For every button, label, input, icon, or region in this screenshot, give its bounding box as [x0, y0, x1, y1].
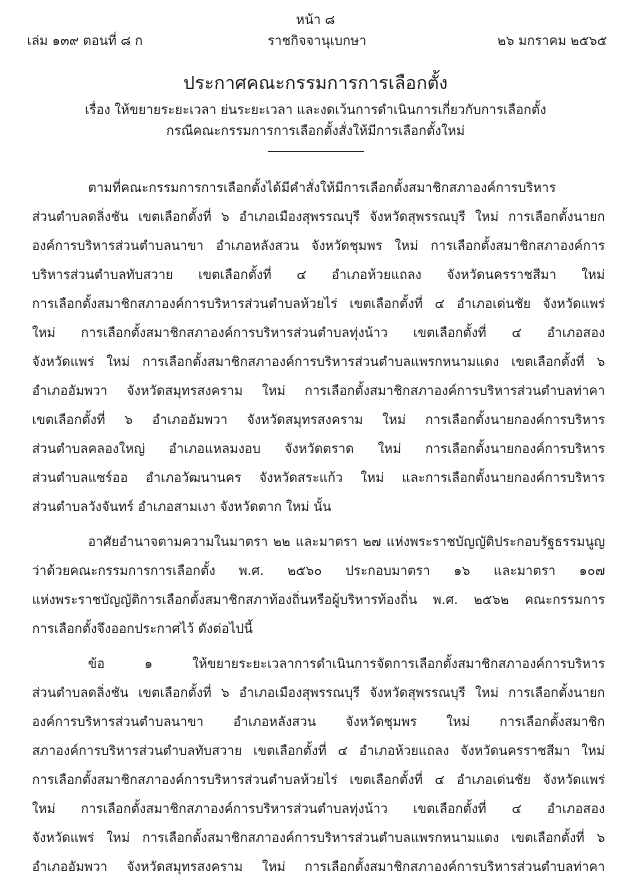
text-line: จังหวัดแพร่ ใหม่ การเลือกตั้งสมาชิกสภาองค์การบริหารส่วนตำบลแพรกหนามแดง เขตเลือกตั้งที่ ๖	[32, 355, 605, 370]
paragraph	[32, 174, 605, 522]
text-line: ข้อ ๑ ให้ขยายระยะเวลาการดำเนินการจัดการเลือกตั้งสมาชิกสภาองค์การบริหาร	[88, 657, 605, 672]
publication-name: ราชกิจจานุเบกษา	[267, 34, 367, 49]
text-line: ใหม่ การเลือกตั้งสมาชิกสภาองค์การบริหารส่วนตำบลทุ่งน้าว เขตเลือกตั้งที่ ๔ อำเภอสอง	[32, 802, 605, 817]
page-number: หน้า ๘	[296, 13, 335, 28]
announcement-subject	[0, 100, 631, 142]
text-line: บริหารส่วนตำบลทับสวาย เขตเลือกตั้งที่ ๔ อำเภอห้วยแถลง จังหวัดนครราชสีมา ใหม่	[32, 268, 605, 283]
subject-line: เรื่อง ให้ขยายระยะเวลา ย่นระยะเวลา และงดเว้นการดำเนินการเกี่ยวกับการเลือกตั้ง	[84, 103, 547, 118]
text-line: การเลือกตั้งสมาชิกสภาองค์การบริหารส่วนตำบลห้วยไร่ เขตเลือกตั้งที่ ๔ อำเภอเด่นชัย จังหวัดแพร่	[32, 297, 605, 312]
text-line: อำเภออัมพวา จังหวัดสมุทรสงคราม ใหม่ การเลือกตั้งสมาชิกสภาองค์การบริหารส่วนตำบลท่าคา	[32, 384, 605, 399]
paragraph	[32, 528, 605, 644]
text-line: เขตเลือกตั้งที่ ๖ อำเภออัมพวา จังหวัดสมุทรสงคราม ใหม่ การเลือกตั้งนายกองค์การบริหาร	[32, 413, 605, 428]
text-line: ส่วนตำบลคลองใหญ่ อำเภอแหลมงอบ จังหวัดตราด ใหม่ การเลือกตั้งนายกองค์การบริหาร	[32, 442, 605, 457]
text-line: ว่าด้วยคณะกรรมการการเลือกตั้ง พ.ศ. ๒๕๖๐ ประกอบมาตรา ๑๖ และมาตรา ๑๐๗	[32, 564, 605, 579]
text-line: แห่งพระราชบัญญัติการเลือกตั้งสมาชิกสภาท้องถิ่นหรือผู้บริหารท้องถิ่น พ.ศ. ๒๕๖๒ คณะกรรมการ	[32, 593, 605, 608]
text-line: องค์การบริหารส่วนตำบลนาขา อำเภอหลังสวน จังหวัดชุมพร ใหม่ การเลือกตั้งสมาชิกสภาองค์การ	[32, 239, 605, 254]
announcement-title: ประกาศคณะกรรมการการเลือกตั้ง	[183, 73, 448, 94]
text-line: องค์การบริหารส่วนตำบลนาขา อำเภอหลังสวน จังหวัดชุมพร ใหม่ การเลือกตั้งสมาชิก	[32, 715, 605, 730]
text-line: ตามที่คณะกรรมการการเลือกตั้งได้มีคำสั่งให้มีการเลือกตั้งสมาชิกสภาองค์การบริหาร	[88, 181, 556, 196]
text-line: ส่วนตำบลวังจันทร์ อำเภอสามเงา จังหวัดตาก ใหม่ นั้น	[32, 500, 332, 515]
text-line: การเลือกตั้งสมาชิกสภาองค์การบริหารส่วนตำบลห้วยไร่ เขตเลือกตั้งที่ ๔ อำเภอเด่นชัย จังหวัดแพร่	[32, 773, 605, 788]
text-line: ส่วนตำบลดลิ่งชัน เขตเลือกตั้งที่ ๖ อำเภอเมืองสุพรรณบุรี จังหวัดสุพรรณบุรี ใหม่ การเลือกตั้งนายก	[32, 686, 605, 701]
title-divider	[268, 151, 364, 152]
text-line: จังหวัดแพร่ ใหม่ การเลือกตั้งสมาชิกสภาองค์การบริหารส่วนตำบลแพรกหนามแดง เขตเลือกตั้งที่ ๖	[32, 831, 605, 846]
text-line: ส่วนตำบลแซร์ออ อำเภอวัฒนานคร จังหวัดสระแก้ว ใหม่ และการเลือกตั้งนายกองค์การบริหาร	[32, 471, 605, 486]
text-line: ใหม่ การเลือกตั้งสมาชิกสภาองค์การบริหารส่วนตำบลทุ่งน้าว เขตเลือกตั้งที่ ๔ อำเภอสอง	[32, 326, 605, 341]
document-body	[32, 174, 605, 888]
text-line: อำเภออัมพวา จังหวัดสมุทรสงคราม ใหม่ การเลือกตั้งสมาชิกสภาองค์การบริหารส่วนตำบลท่าคา	[32, 860, 605, 875]
volume-info: เล่ม ๑๓๙ ตอนที่ ๘ ก	[27, 34, 143, 49]
text-line: การเลือกตั้งจึงออกประกาศไว้ ดังต่อไปนี้	[32, 622, 253, 637]
text-line: ส่วนตำบลดลิ่งชัน เขตเลือกตั้งที่ ๖ อำเภอเมืองสุพรรณบุรี จังหวัดสุพรรณบุรี ใหม่ การเลือกตั้งนายก	[32, 210, 605, 225]
paragraph	[32, 650, 605, 882]
publication-date: ๒๖ มกราคม ๒๕๖๕	[497, 34, 607, 49]
running-header	[27, 32, 607, 52]
text-line: อาศัยอำนาจตามความในมาตรา ๒๒ และมาตรา ๒๗ แห่งพระราชบัญญัติประกอบรัฐธรรมนูญ	[88, 535, 605, 550]
text-line: สภาองค์การบริหารส่วนตำบลทับสวาย เขตเลือกตั้งที่ ๔ อำเภอห้วยแถลง จังหวัดนครราชสีมา ใหม่	[32, 744, 605, 759]
subject-line: กรณีคณะกรรมการการเลือกตั้งสั่งให้มีการเลือกตั้งใหม่	[166, 124, 465, 139]
